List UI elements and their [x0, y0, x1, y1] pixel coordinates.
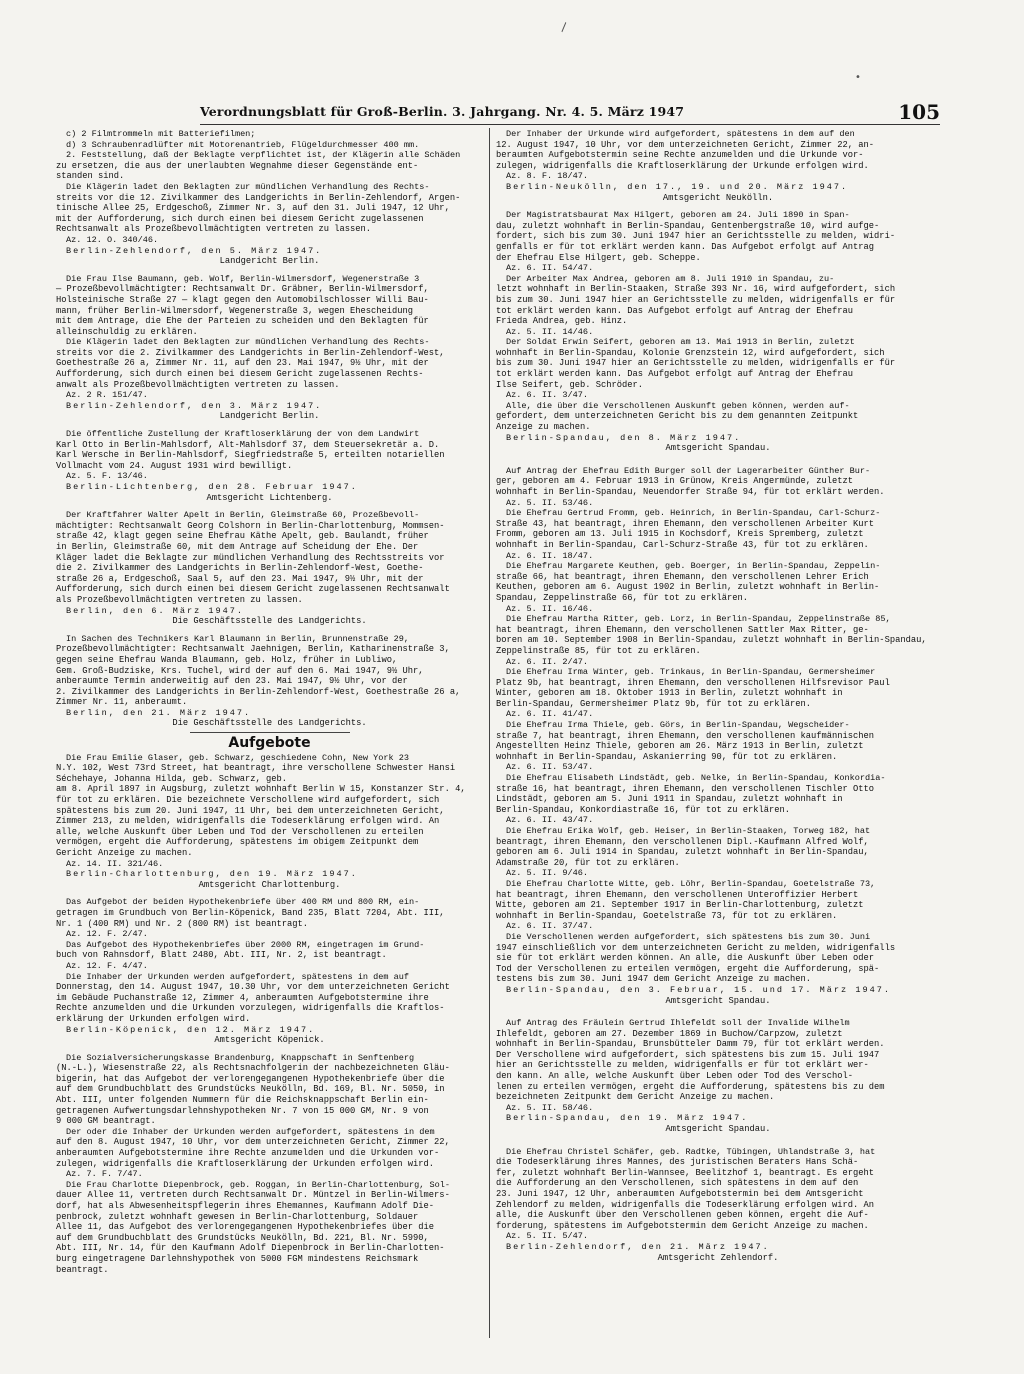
text-line: alle, welche Auskunft über Leben und Tod der Verschollenen zu erteilen: [56, 826, 424, 837]
text-line: Berlin-Neukölln, den 17., 19. und 20. März 1947.: [506, 181, 849, 192]
section-rule: [190, 732, 350, 733]
text-line: Az. 5. II. 16/46.: [506, 603, 594, 614]
text-line: bezeichneten Zeitpunkt dem Gericht Anzeige zu machen.: [496, 1092, 775, 1103]
text-line: alleinschuldig zu erklären.: [56, 326, 198, 337]
text-line: Az. 8. F. 18/47.: [506, 171, 589, 182]
text-line: sie für tot erklärt werden können. An alle, die Auskunft über Leben oder: [496, 953, 875, 964]
text-line: Die Klägerin ladet den Beklagten zur mündlichen Verhandlung des Rechts-: [66, 337, 430, 348]
text-line: Die Ehefrau Christel Schäfer, geb. Radtke, Tübingen, Uhlandstraße 3, hat: [506, 1146, 876, 1157]
text-line: gefordert, dem unterzeichneten Gericht bis zu dem genannten Zeitpunkt: [496, 411, 859, 422]
text-line: Rechtsanwalt als Prozeßbevollmächtigten vertreten zu lassen.: [56, 224, 372, 235]
text-line: der Ehefrau Else Hilgert, geb. Scheppe.: [496, 252, 701, 263]
text-line: gegen seine Ehefrau Wanda Blaumann, geb. Holz, früher in Lubliwo,: [56, 654, 398, 665]
text-line: Der Kraftfahrer Walter Apelt in Berlin, Gleimstraße 60, Prozeßbevoll-: [66, 510, 420, 521]
text-line: Vollmacht vom 24. August 1931 wird bewilligt.: [56, 460, 293, 471]
text-line: tot erklärt werden kann. Das Aufgebot erfolgt auf Antrag der Ehefrau: [496, 369, 854, 380]
text-line: die Todeserklärung ihres Mannes, des juristischen Beraters Hans Schä-: [496, 1157, 859, 1168]
text-line: Die Ehefrau Irma Winter, geb. Trinkaus, in Berlin-Spandau, Germersheimer: [506, 667, 876, 678]
text-line: Az. 6. II. 43/47.: [506, 815, 594, 826]
text-line: auf den 8. August 1947, 10 Uhr, vor dem unterzeichneten Gericht, Zimmer 22,: [56, 1137, 450, 1148]
text-line: hier an Gerichtsstelle zu melden, widrigenfalls er für tot erklärt wer-: [496, 1060, 869, 1071]
text-line: geboren am 6. Juli 1914 in Spandau, zuletzt wohnhaft in Berlin-Spandau,: [496, 847, 869, 858]
text-line: Aufforderung, sich durch einen bei diesem Gericht zugelassenen Rechtsanwalt: [56, 584, 450, 595]
text-line: dauer Allee 11, vertreten durch Rechtsanwalt Dr. Müntzel in Berlin-Wilmers-: [56, 1190, 450, 1201]
text-line: Amtsgericht Neukölln.: [662, 192, 774, 203]
text-line: Tod der Verschollenen zu erteilen vermögen, ergeht die Aufforderung, spä-: [496, 963, 880, 974]
text-line: Berlin-Köpenick, den 12. März 1947.: [66, 1024, 316, 1035]
text-line: die Aufforderung an den Verschollenen, sich spätestens in dem auf den: [496, 1178, 859, 1189]
text-line: Berlin-Charlottenburg, den 19. März 1947.: [66, 869, 358, 880]
text-line: penbrock, zuletzt wohnhaft gewesen in Berlin-Charlottenburg, Soldauer: [56, 1211, 419, 1222]
text-line: Nr. 1 (400 RM) und Nr. 2 (800 RM) ist beantragt.: [56, 918, 309, 929]
text-line: Prozeßbevollmächtigter: Rechtsanwalt Jaehnigen, Berlin, Katharinenstraße 3,: [56, 644, 450, 655]
text-line: anberaumte Termin anderweitig auf den 23. Mai 1947, 9½ Uhr, vor der: [56, 676, 408, 687]
scan-speck: •: [855, 72, 861, 83]
text-line: dau, zuletzt wohnhaft in Berlin-Spandau, Gentenbergstraße 10, wird aufge-: [496, 220, 880, 231]
text-line: wohnhaft in Berlin-Spandau, Goetelstraße 73, für tot zu erklären.: [496, 910, 838, 921]
text-line: N.Y. 102, West 73rd Street, hat beantragt, ihre verschollene Schwester Hansi: [56, 763, 456, 774]
text-line: Die Ehefrau Martha Ritter, geb. Lorz, in Berlin-Spandau, Zeppelinstraße 85,: [506, 614, 891, 625]
text-line: Die Inhaber der Urkunden werden aufgefordert, spätestens in dem auf: [66, 971, 410, 982]
running-header: [200, 100, 940, 126]
text-line: forderung, spätestens im Aufgebotstermin dem Gericht Anzeige zu machen.: [496, 1220, 869, 1231]
column-divider: [489, 128, 490, 1338]
text-line: getragenen Aufwertungsdarlehnshypotheken Nr. 7 von 15 000 GM, Nr. 9 von: [56, 1105, 429, 1116]
text-line: Frieda Andrea, geb. Hinz.: [496, 316, 628, 327]
text-line: anwalt als Prozeßbevollmächtigten vertreten zu lassen.: [56, 379, 340, 390]
text-line: Gericht Anzeige zu machen.: [56, 848, 193, 858]
text-line: bigerin, hat das Aufgebot der verlorengegangenen Hypothekenbriefe über die: [56, 1073, 445, 1084]
text-line: Karl Otto in Berlin-Mahlsdorf, Alt-Mahlsdorf 37, dem Steuersekretär a. D.: [56, 439, 440, 450]
text-line: letzt wohnhaft in Berlin-Staaken, Straße 393 Nr. 16, wird aufgefordert, sich: [496, 284, 896, 295]
text-line: Az. 5. II. 14/46.: [506, 326, 594, 337]
text-line: Berlin-Lichtenberg, den 28. Februar 1947.: [66, 482, 358, 492]
text-line: mann, früher Berlin-Wilmersdorf, Wegenerstraße 3, wegen Ehescheidung: [56, 305, 414, 316]
text-line: auf dem Grundbuchblatt des Grundstücks Neukölln, Bd. 221, Bl. Nr. 5990,: [56, 1232, 429, 1243]
text-line: getragen im Grundbuch von Berlin-Köpenick, Band 235, Blatt 7204, Abt. III,: [56, 907, 445, 918]
text-line: Die Ehefrau Irma Thiele, geb. Görs, in Berlin-Spandau, Wegscheider-: [506, 720, 850, 731]
text-line: 2. Feststellung, daß der Beklagte verpflichtet ist, der Klägerin alle Schäden: [66, 150, 461, 161]
text-line: bis zum 30. Juni 1947 hier an Gerichtsstelle zu melden, widrigenfalls er für: [496, 294, 896, 305]
text-line: streits vor die 2. Zivilkammer des Landgerichts in Berlin-Zehlendorf-West,: [56, 347, 445, 358]
text-line: Allee 11, das Aufgebot des verlorengegangenen Hypothekenbriefes über die: [56, 1222, 435, 1233]
text-line: standen sind.: [56, 171, 125, 182]
text-line: In Sachen des Technikers Karl Blaumann in Berlin, Brunnenstraße 29,: [66, 633, 410, 644]
text-line: Gem. Groß-Budziske, Krs. Tuchel, wird der auf den 6. Mai 1947, 9½ Uhr,: [56, 665, 424, 676]
journal-title: Verordnungsblatt für Groß-Berlin. 3. Jahrgang. Nr. 4. 5. März 1947: [200, 104, 685, 119]
text-line: auf dem Grundbuchblatt des Grundstücks Neukölln, Bd. 169, Bl. Nr. 5050, in: [56, 1084, 445, 1095]
text-line: Die Frau Charlotte Diepenbrock, geb. Roggan, in Berlin-Charlottenburg, Sol-: [66, 1179, 450, 1190]
text-line: Amtsgericht Spandau.: [665, 1124, 771, 1135]
text-line: beantragt, ihren Ehemann, den verschollenen Dipl.-Kaufmann Alfred Wolf,: [496, 836, 869, 847]
text-line: Witte, geboren am 21. September 1917 in Berlin-Charlottenburg, zuletzt: [496, 900, 864, 911]
text-line: Az. 2 R. 151/47.: [66, 390, 148, 401]
text-line: ger, geboren am 4. Februar 1913 in Grünow, Kreis Angermünde, zuletzt: [496, 476, 854, 487]
text-line: hat beantragt, ihren Ehemann, den verschollenen Unteroffizier Herbert: [496, 889, 859, 900]
text-line: Der Arbeiter Max Andrea, geboren am 8. Juli 1910 in Spandau, zu-: [506, 273, 835, 284]
text-line: lenen zu erteilen vermögen, ergeht die Aufforderung, spätestens bis zu dem: [496, 1081, 885, 1092]
page-number: 105: [898, 100, 940, 124]
text-line: mit dem Antrage, die Ehe der Parteien zu scheiden und den Beklagten für: [56, 316, 429, 327]
text-line: Lindstädt, geboren am 5. Juni 1911 in Spandau, zuletzt wohnhaft in: [496, 794, 843, 805]
text-line: Berlin, den 21. März 1947.: [66, 707, 252, 718]
text-line: Berlin-Spandau, den 8. März 1947.: [506, 432, 742, 443]
text-line: Die Sozialversicherungskasse Brandenburg, Knappschaft in Senftenberg: [66, 1052, 415, 1063]
text-line: Straße 43, hat beantragt, ihren Ehemann, den verschollenen Arbeiter Kurt: [496, 518, 875, 529]
text-line: die 2. Zivilkammer des Landgerichts in Berlin-Zehlendorf-West, Goethe-: [56, 563, 424, 574]
text-line: Auf Antrag der Ehefrau Edith Burger soll der Lagerarbeiter Günther Bur-: [506, 465, 871, 476]
text-line: 9 000 GM beantragt.: [56, 1116, 156, 1127]
text-line: Az. 6. II. 3/47.: [506, 390, 589, 401]
text-line: Das Aufgebot des Hypothekenbriefes über 2000 RM, eingetragen im Grund-: [66, 939, 425, 950]
text-line: Spandau, Zeppelinstraße 66, für tot zu erklären.: [496, 592, 749, 603]
text-line: Berlin-Zehlendorf, den 5. März 1947.: [66, 245, 323, 256]
text-line: Az. 6. II. 37/47.: [506, 921, 594, 932]
text-line: erklärung der Urkunden erfolgen wird.: [56, 1013, 251, 1024]
text-line: d) 3 Schraubenradlüfter mit Motorenantrieb, Flügeldurchmesser 400 mm.: [66, 139, 420, 150]
text-line: mächtigter: Rechtsanwalt Georg Colshorn in Berlin-Charlottenburg, Mommsen-: [56, 520, 445, 531]
text-line: Die Klägerin ladet den Beklagten zur mündlichen Verhandlung des Rechts-: [66, 181, 430, 192]
text-line: Alle, die über die Verschollenen Auskunft geben können, werden auf-: [506, 400, 850, 411]
text-line: Die Ehefrau Elisabeth Lindstädt, geb. Nelke, in Berlin-Spandau, Konkordia-: [506, 773, 886, 784]
text-line: Az. 6. II. 41/47.: [506, 709, 594, 720]
scan-speck: \: [557, 20, 571, 34]
text-line: wohnhaft in Berlin-Spandau, Askanierring 90, für tot zu erklären.: [496, 751, 838, 762]
text-line: Platz 9b, hat beantragt, ihren Ehemann, den verschollenen Hilfsrevisor Paul: [496, 677, 890, 688]
text-line: Az. 14. II. 321/46.: [66, 858, 164, 869]
text-line: Rechte anzumelden und die Urkunden vorzulegen, widrigenfalls die Kraftlos-: [56, 1003, 445, 1014]
text-line: Az. 5. II. 53/46.: [506, 497, 594, 508]
text-line: Berlin-Zehlendorf, den 21. März 1947.: [506, 1241, 770, 1252]
text-line: straße 26 a, Erdgeschoß, Saal 5, auf den 23. Mai 1947, 9½ Uhr, mit der: [56, 573, 424, 584]
text-line: Az. 12. O. 340/46.: [66, 234, 159, 245]
header-rule: [200, 124, 940, 125]
text-line: Az. 5. II. 58/46.: [506, 1102, 594, 1113]
text-line: Die Geschäftsstelle des Landgerichts.: [172, 718, 367, 729]
text-line: Der oder die Inhaber der Urkunden werden aufgefordert, spätestens in dem: [66, 1126, 435, 1137]
text-line: Der Soldat Erwin Seifert, geboren am 13. Mai 1913 in Berlin, zuletzt: [506, 337, 855, 348]
text-line: Amtsgericht Köpenick.: [214, 1035, 325, 1046]
text-line: vermögen, ergeht die Aufforderung, spätestens im obigem Zeitpunkt dem: [56, 837, 419, 848]
text-line: alle, die Auskunft über den Verschollenen geben können, ergeht die Auf-: [496, 1210, 869, 1221]
text-line: Az. 12. F. 2/47.: [66, 929, 148, 940]
text-line: tot erklärt werden kann. Das Aufgebot erfolgt auf Antrag der Ehefrau: [496, 305, 854, 316]
text-line: 1947 einschließlich vor dem unterzeichneten Gericht zu melden, widrigenfalls: [496, 942, 896, 953]
text-line: wohnhaft in Berlin-Spandau, Kolonie Grenzstein 12, wird aufgefordert, sich: [496, 347, 885, 358]
text-line: Az. 5. II. 5/47.: [506, 1231, 589, 1242]
text-line: Az. 6. II. 2/47.: [506, 656, 589, 667]
text-line: Landgericht Berlin.: [219, 411, 320, 422]
paragraph-gap: [496, 455, 940, 467]
text-line: zulegen, widrigenfalls die Kraftloserklärung der Urkunden erfolgen wird.: [56, 1158, 435, 1169]
text-line: wohnhaft in Berlin-Spandau, Neuendorfer Straße 94, für tot erklärt werden.: [496, 487, 885, 497]
text-line: für tot zu erklären. Die bezeichnete Verschollene wird aufgefordert, sich: [56, 795, 440, 806]
text-line: straße 42, klagt gegen seine Ehefrau Käthe Apelt, geb. Baulandt, früher: [56, 531, 429, 542]
text-line: straße 66, hat beantragt, ihren Ehemann, den verschollenen Lehrer Erich: [496, 571, 869, 582]
text-line: als Prozeßbevollmächtigten vertreten zu lassen.: [56, 594, 303, 605]
text-line: Die Ehefrau Margarete Keuthen, geb. Boerger, in Berlin-Spandau, Zeppelin-: [506, 561, 881, 572]
text-line: mit der Aufforderung, sich durch einen bei diesem Gericht zugelassenen: [56, 213, 424, 224]
text-line: Amtsgericht Lichtenberg.: [206, 492, 333, 503]
text-line: Angestellten Heinz Thiele, geboren am 26. März 1913 in Berlin, zuletzt: [496, 741, 864, 752]
text-line: Az. 5. F. 13/46.: [66, 471, 148, 482]
text-line: am 8. April 1897 in Augsburg, zuletzt wohnhaft Berlin W 15, Konstanzer Str. 4,: [56, 784, 466, 795]
text-line: Berlin-Zehlendorf, den 3. März 1947.: [66, 400, 323, 411]
text-line: boren am 10. September 1908 in Berlin-Spandau, zuletzt wohnhaft in Berlin-Spandau,: [496, 635, 927, 646]
text-line: wohnhaft in Berlin-Spandau, Carl-Schurz-Straße 43, für tot zu erklären.: [496, 539, 869, 550]
text-line: 12. August 1947, 10 Uhr, vor dem unterzeichneten Gericht, Zimmer 22, an-: [496, 139, 875, 150]
text-line: Donnerstag, den 14. August 1947, 10.30 Uhr, vor dem unterzeichneten Gericht: [56, 982, 450, 993]
text-line: beraumten Aufgebotstermin seine Rechte anzumelden und die Urkunde vor-: [496, 150, 864, 161]
text-line: Berlin-Spandau, den 3. Februar, 15. und 17. März 1947.: [506, 984, 891, 995]
text-line: Amtsgericht Charlottenburg.: [198, 879, 341, 890]
text-line: Berlin-Spandau, Germersheimer Platz 9b, für tot zu erklären.: [496, 698, 812, 709]
text-line: Amtsgericht Zehlendorf.: [657, 1252, 779, 1263]
text-line: straße 16, hat beantragt, ihren Ehemann, den verschollenen Tischler Otto: [496, 783, 875, 794]
paragraph-gap: [496, 1136, 940, 1148]
text-line: testens bis zum 30. Juni 1947 dem Gericht Anzeige zu machen.: [496, 974, 812, 985]
text-line: streits vor die 12. Zivilkammer des Landgerichts in Berlin-Zehlendorf, Argen-: [56, 192, 461, 203]
text-line: zulegen, widrigenfalls die Kraftloserklärung der Urkunde erfolgen wird.: [496, 160, 869, 171]
text-line: bis zum 30. Juni 1947 hier an Gerichtsstelle zu melden, widrigenfalls er für: [496, 358, 896, 369]
text-line: Ihlefeldt, geboren am 27. Dezember 1869 in Buchow/Carpzow, zuletzt: [496, 1028, 843, 1039]
text-line: c) 2 Filmtrommeln mit Batteriefilmen;: [66, 129, 256, 139]
text-line: Holsteinische Straße 27 — klagt gegen den Automobilschlosser Willi Bau-: [56, 294, 429, 305]
text-line: in Berlin, Gleimstraße 60, mit dem Antrage auf Scheidung der Ehe. Der: [56, 541, 419, 552]
text-line: burg eingetragene Darlehnshypothek von 5000 FGM mindestens Reichsmark: [56, 1253, 419, 1264]
text-line: Die Geschäftsstelle des Landgerichts.: [172, 616, 367, 627]
text-line: Az. 6. II. 53/47.: [506, 762, 594, 773]
text-line: Die Frau Emilie Glaser, geb. Schwarz, geschiedene Cohn, New York 23: [66, 752, 410, 763]
text-line: Zeppelinstraße 85, für tot zu erklären.: [496, 645, 701, 656]
text-line: Fromm, geboren am 13. Juli 1915 in Kochsdorf, Kreis Spremberg, zuletzt: [496, 529, 864, 540]
text-line: Zimmer Nr. 11, anberaumt.: [56, 697, 188, 708]
text-line: Berlin, den 6. März 1947.: [66, 605, 244, 616]
text-line: Az. 12. F. 4/47.: [66, 960, 148, 971]
text-line: 2. Zivilkammer des Landgerichts in Berlin-Zehlendorf-West, Goethestraße 26 a,: [56, 686, 461, 697]
text-line: Abt. III, unter folgenden Nummern für die Reichsknappschaft Berlin ein-: [56, 1095, 429, 1106]
text-line: tinische Allee 25, Erdgeschoß, Zimmer Nr. 3, auf den 31. Juli 1947, 12 Uhr,: [56, 203, 450, 214]
left-column: [56, 130, 483, 1276]
text-line: anberaumten Aufgebotstermine ihre Rechte anzumelden und die Urkunden vor-: [56, 1148, 440, 1159]
text-line: Az. 5. II. 9/46.: [506, 868, 589, 879]
text-line: Der Verschollene wird aufgefordert, sich spätestens bis zum 15. Juli 1947: [496, 1049, 880, 1060]
text-line: Amtsgericht Spandau.: [665, 443, 771, 454]
text-line: Karl Wersche in Berlin-Mahlsdorf, Siegfriedstraße 5, erteilten notariellen: [56, 450, 445, 461]
text-line: Berlin-Spandau, Konkordiastraße 16, für tot zu erklären.: [496, 804, 791, 815]
text-line: Die Frau Ilse Baumann, geb. Wolf, Berlin-Wilmersdorf, Wegenerstraße 3: [66, 273, 420, 284]
text-line: Die Ehefrau Gertrud Fromm, geb. Heinrich, in Berlin-Spandau, Carl-Schurz-: [506, 508, 881, 519]
text-line: Die Ehefrau Charlotte Witte, geb. Löhr, Berlin-Spandau, Goetelstraße 73,: [506, 878, 876, 889]
text-line: Séchehaye, Johanna Hilda, geb. Schwarz, geb.: [56, 773, 288, 784]
text-line: Abt. III, Nr. 14, für den Kaufmann Adolf Diepenbrock in Berlin-Charlotten-: [56, 1243, 445, 1254]
text-line: Ilse Seifert, geb. Schröder.: [496, 379, 644, 390]
text-line: Amtsgericht Spandau.: [665, 995, 771, 1006]
text-line: Die Ehefrau Erika Wolf, geb. Heiser, in Berlin-Staaken, Torweg 182, hat: [506, 826, 871, 836]
text-line: hat beantragt, ihren Ehemann, den verschollenen Sattler Max Ritter, ge-: [496, 624, 869, 635]
text-line: (N.-L.), Wiesenstraße 22, als Rechtsnachfolgerin der nachbezeichneten Gläu-: [56, 1063, 450, 1074]
text-line: Winter, geboren am 18. Oktober 1913 in Berlin, zuletzt wohnhaft in: [496, 688, 843, 699]
text-line: genfalls er für tot erklärt werden kann. Das Aufgebot erfolgt auf Antrag: [496, 241, 875, 252]
text-line: Az. 7. F. 7/47.: [66, 1169, 143, 1180]
text-line: Landgericht Berlin.: [219, 256, 320, 267]
text-line: Der Inhaber der Urkunde wird aufgefordert, spätestens in dem auf den: [506, 129, 855, 139]
text-line: beantragt.: [56, 1264, 109, 1275]
text-line: wohnhaft in Berlin-Spandau, Brunsbütteler Damm 79, für tot erklärt werden.: [496, 1039, 885, 1050]
text-line: Adamstraße 20, für tot zu erklären.: [496, 857, 680, 868]
right-column: [496, 130, 940, 1264]
text-line: Goethestraße 26 a, Zimmer Nr. 11, auf den 23. Mai 1947, 9½ Uhr, mit der: [56, 358, 429, 369]
text-line: zu ersetzen, die aus der unerlaubten Wegnahme dieser Gegenstände ent-: [56, 160, 419, 171]
text-line: Anzeige zu machen.: [496, 422, 591, 433]
text-line: 23. Juni 1947, 12 Uhr, anberaumten Aufgebotstermin bei dem Amtsgericht: [496, 1189, 864, 1199]
text-line: Az. 6. II. 18/47.: [506, 550, 594, 561]
text-line: dorf, hat als Abwesenheitspflegerin ihres Ehemannes, Kaufmann Adolf Die-: [56, 1201, 435, 1211]
text-line: fer, zuletzt wohnhaft Berlin-Wannsee, Beelitzhof 1, beantragt. Es ergeht: [496, 1167, 875, 1178]
text-line: Das Aufgebot der beiden Hypothekenbriefe über 400 RM und 800 RM, ein-: [66, 897, 420, 908]
text-line: Berlin-Spandau, den 19. März 1947.: [506, 1113, 749, 1124]
text-line: spätestens bis zum 20. Juni 1947, 11 Uhr, bei dem unterzeichneten Gericht,: [56, 805, 445, 816]
text-line: fordert, sich bis zum 30. Juni 1947 hier an Gerichtsstelle zu melden, widri-: [496, 231, 896, 242]
text-line: Keuthen, geboren am 6. August 1902 in Berlin, zuletzt wohnhaft in Berlin-: [496, 582, 880, 593]
text-line: Kläger ladet die Beklagte zur mündlichen Verhandlung des Rechtsstreits vor: [56, 552, 445, 563]
text-line: buch von Rahnsdorf, Blatt 2480, Abt. III, Nr. 2, ist beantragt.: [56, 950, 387, 961]
text-line: im Gebäude Puchanstraße 12, Zimmer 4, anberaumten Aufgebotstermine ihre: [56, 992, 429, 1003]
text-line: straße 7, hat beantragt, ihren Ehemann, den verschollenen kaufmännischen: [496, 730, 875, 741]
text-line: — Prozeßbevollmächtigter: Rechtsanwalt Dr. Gräbner, Berlin-Wilmersdorf,: [56, 284, 429, 295]
section-heading: Aufgebote: [228, 735, 311, 752]
text-line: Die Verschollenen werden aufgefordert, sich spätestens bis zum 30. Juni: [506, 931, 871, 942]
text-line: Auf Antrag des Fräulein Gertrud Ihlefeldt soll der Invalide Wilhelm: [506, 1018, 850, 1029]
text-line: Aufforderung, sich durch einen bei diesem Gericht zugelassenen Rechts-: [56, 369, 424, 380]
text-line: Az. 6. II. 54/47.: [506, 263, 594, 274]
text-line: den kann. An alle, welche Auskunft über Leben oder Tod des Verschol-: [496, 1071, 854, 1082]
text-line: Die öffentliche Zustellung der Kraftloserklärung der von dem Landwirt: [66, 429, 420, 440]
text-line: Zimmer 213, zu melden, widrigenfalls die Todeserklärung erfolgen wird. An: [56, 816, 440, 827]
text-line: Zehlendorf zu melden, widrigenfalls die Todeserklärung erfolgen wird. An: [496, 1199, 875, 1210]
text-line: Der Magistratsbaurat Max Hilgert, geboren am 24. Juli 1890 in Span-: [506, 210, 850, 221]
